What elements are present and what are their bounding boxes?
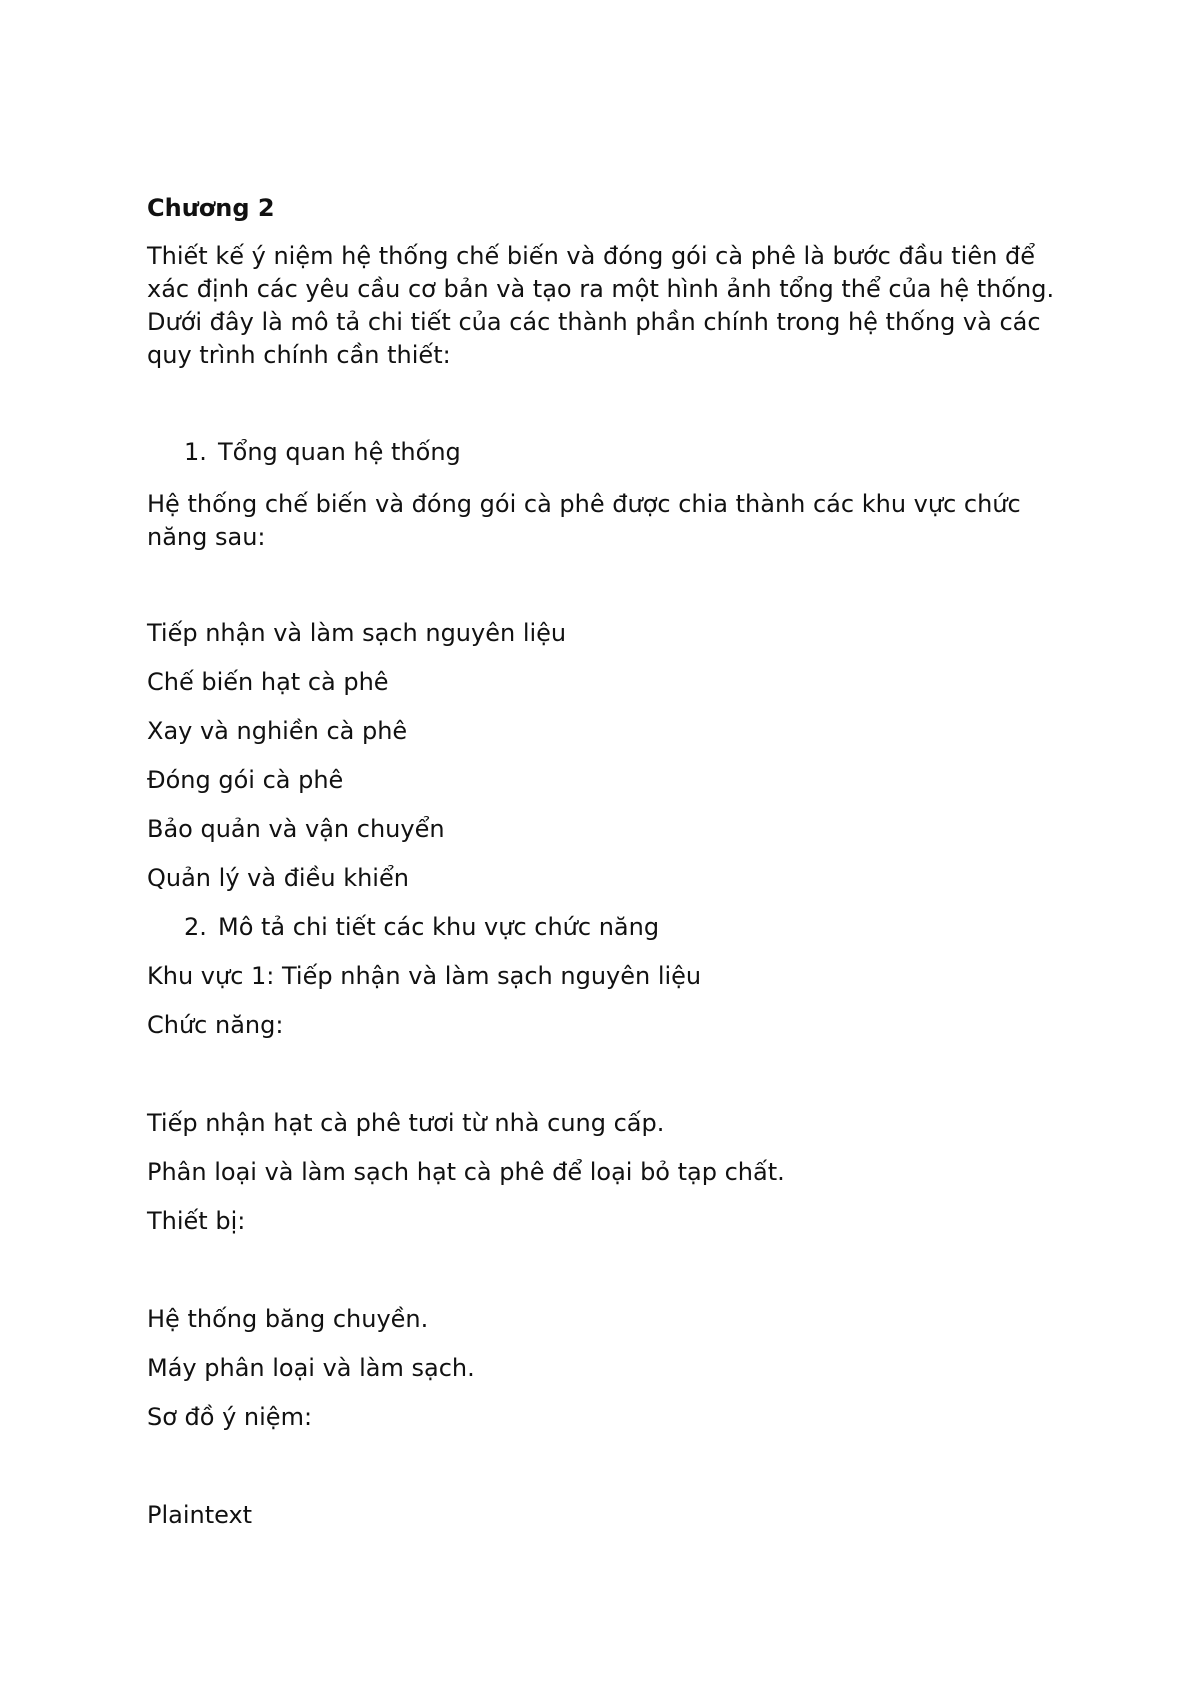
- section-2-title: Mô tả chi tiết các khu vực chức năng: [218, 913, 660, 941]
- equipment-label: Thiết bị:: [147, 1207, 246, 1235]
- area-item: Đóng gói cà phê: [147, 766, 344, 794]
- area-item: Xay và nghiền cà phê: [147, 717, 408, 745]
- diagram-label: Sơ đồ ý niệm:: [147, 1403, 313, 1431]
- code-block-label: Plaintext: [147, 1501, 253, 1529]
- section-1-title: Tổng quan hệ thống: [218, 438, 461, 466]
- section-1-heading: [184, 436, 461, 469]
- functions-label: Chức năng:: [147, 1011, 284, 1039]
- section-2-number: 2.: [184, 913, 207, 941]
- area-item: Chế biến hạt cà phê: [147, 668, 389, 696]
- function-item: Phân loại và làm sạch hạt cà phê để loại bỏ tạp chất.: [147, 1158, 785, 1186]
- area-item: Bảo quản và vận chuyển: [147, 815, 445, 843]
- area-item: Quản lý và điều khiển: [147, 864, 409, 892]
- equipment-item: Máy phân loại và làm sạch.: [147, 1354, 475, 1382]
- equipment-item: Hệ thống băng chuyền.: [147, 1305, 429, 1333]
- section-2-heading: [184, 911, 659, 944]
- area-item: Tiếp nhận và làm sạch nguyên liệu: [147, 619, 567, 647]
- section-1-paragraph: Hệ thống chế biến và đóng gói cà phê được chia thành các khu vực chức năng sau:: [147, 490, 1021, 551]
- chapter-title: Chương 2: [147, 194, 275, 222]
- section-1-number: 1.: [184, 438, 207, 466]
- function-item: Tiếp nhận hạt cà phê tươi từ nhà cung cấp.: [147, 1109, 665, 1137]
- intro-paragraph: Thiết kế ý niệm hệ thống chế biến và đóng gói cà phê là bước đầu tiên để xác định các yêu cầu cơ bản và tạo ra một hình ảnh tổng thể của hệ thống. Dưới đây là mô tả chi tiết của các thành phần chính trong hệ thống và các quy trình chính cần thiết:: [147, 242, 1055, 369]
- area-1-title: Khu vực 1: Tiếp nhận và làm sạch nguyên liệu: [147, 962, 702, 990]
